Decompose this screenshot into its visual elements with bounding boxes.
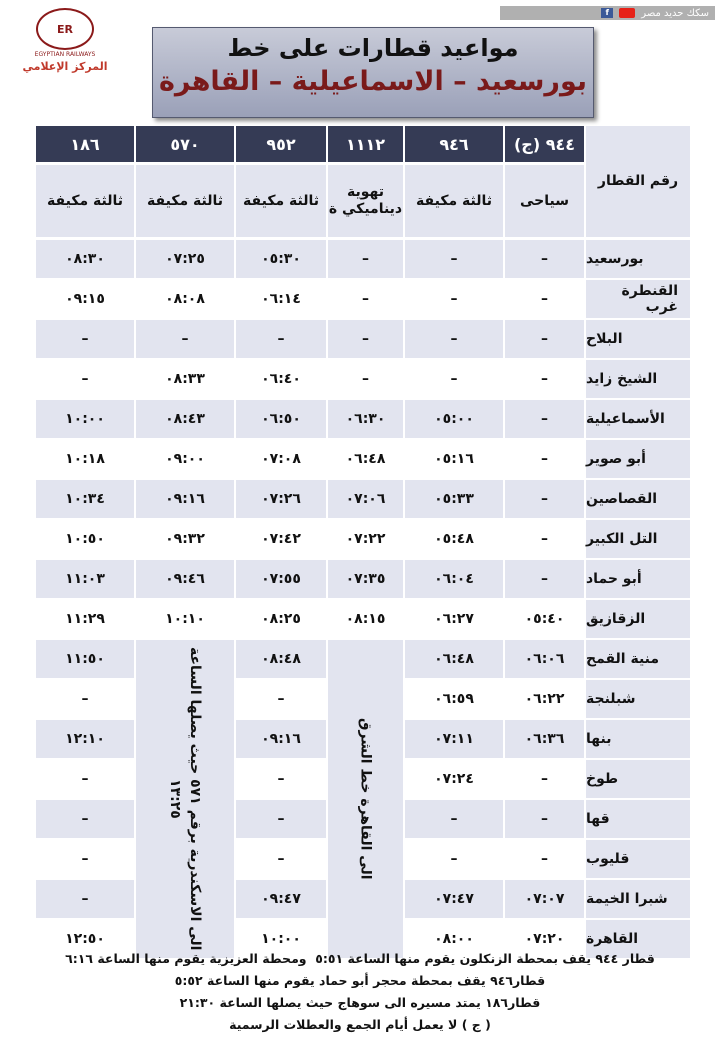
departure-time: – <box>405 320 503 358</box>
departure-time: – <box>405 840 503 878</box>
departure-time: – <box>505 360 584 398</box>
departure-time: – <box>505 760 584 798</box>
departure-time: – <box>505 320 584 358</box>
train-class: تهوية ديناميكي ة <box>328 165 403 237</box>
departure-time: ١٢:١٠ <box>36 720 134 758</box>
departure-time: ٠٥:٣٣ <box>405 480 503 518</box>
departure-time: ٠٩:٠٠ <box>136 440 234 478</box>
departure-time: ٠٨:١٥ <box>328 600 403 638</box>
departure-time: ٠٥:٠٠ <box>405 400 503 438</box>
departure-time: ٠٩:١٦ <box>136 480 234 518</box>
train-number: ٩٤٤ (ج) <box>505 126 584 162</box>
station-name: منية القمح <box>586 640 690 678</box>
departure-time: – <box>505 840 584 878</box>
departure-time: ٠٥:١٦ <box>405 440 503 478</box>
departure-time: ٠٩:١٦ <box>236 720 326 758</box>
departure-time: ٠٥:٤٨ <box>405 520 503 558</box>
departure-time: ٠٧:٢٤ <box>405 760 503 798</box>
merged-note-1112: الى القاهرة خط الشرق <box>357 717 374 880</box>
departure-time: ٠٦:٠٤ <box>405 560 503 598</box>
train-number: ٥٧٠ <box>136 126 234 162</box>
departure-time: – <box>505 520 584 558</box>
train-number: ٩٤٦ <box>405 126 503 162</box>
departure-time: ٠٦:٥٩ <box>405 680 503 718</box>
departure-time: ٠٨:٣٣ <box>136 360 234 398</box>
station-name: بنها <box>586 720 690 758</box>
departure-time: ٠٧:٤٢ <box>236 520 326 558</box>
station-name: بورسعيد <box>586 240 690 278</box>
train-class: ثالثة مكيفة <box>236 165 326 237</box>
departure-time: ٠٧:٢٥ <box>136 240 234 278</box>
departure-time: ٠٦:٢٧ <box>405 600 503 638</box>
departure-time: ٠٧:٠٧ <box>505 880 584 918</box>
departure-time: ٠٨:٤٨ <box>236 640 326 678</box>
departure-time: – <box>505 800 584 838</box>
departure-time: ١٠:٥٠ <box>36 520 134 558</box>
logo-arabic-text: المركز الإعلامي <box>22 60 108 73</box>
departure-time: – <box>236 320 326 358</box>
page-subtitle-route: بورسعيد – الاسماعيلية – القاهرة <box>158 66 588 97</box>
departure-time: – <box>328 320 403 358</box>
departure-time: ٠٧:٢٢ <box>328 520 403 558</box>
departure-time: ١٢:٥٠ <box>36 920 134 958</box>
facebook-icon[interactable]: f <box>601 8 613 18</box>
departure-time: – <box>36 840 134 878</box>
station-name: الأسماعيلية <box>586 400 690 438</box>
page-title: مواعيد قطارات على خط <box>227 34 519 62</box>
departure-time: – <box>36 760 134 798</box>
departure-time: ٠٧:٥٥ <box>236 560 326 598</box>
departure-time: – <box>405 360 503 398</box>
station-name: قها <box>586 800 690 838</box>
departure-time: ٠٧:١١ <box>405 720 503 758</box>
train-number: ٩٥٢ <box>236 126 326 162</box>
departure-time: ٠٩:٣٢ <box>136 520 234 558</box>
departure-time: ٠٩:٤٧ <box>236 880 326 918</box>
departure-time: ٠٥:٣٠ <box>236 240 326 278</box>
departure-time: – <box>236 760 326 798</box>
departure-time: ٠٩:٤٦ <box>136 560 234 598</box>
station-name: قليوب <box>586 840 690 878</box>
train-class: ثالثة مكيفة <box>36 165 134 237</box>
departure-time: ٠٦:٤٨ <box>405 640 503 678</box>
departure-time: – <box>505 480 584 518</box>
station-name: القنطرة غرب <box>586 280 690 318</box>
station-name: البلاح <box>586 320 690 358</box>
departure-time: ٠٦:٥٠ <box>236 400 326 438</box>
departure-time: ٠٨:٣٠ <box>36 240 134 278</box>
station-name: القصاصين <box>586 480 690 518</box>
departure-time: – <box>328 280 403 318</box>
departure-time: ١٠:١٠ <box>136 600 234 638</box>
departure-time: – <box>36 320 134 358</box>
train-class: ثالثة مكيفة <box>405 165 503 237</box>
departure-time: – <box>505 400 584 438</box>
departure-time: – <box>236 680 326 718</box>
departure-time: ١١:٠٣ <box>36 560 134 598</box>
departure-time: ١٠:٣٤ <box>36 480 134 518</box>
departure-time: ٠٧:٢٦ <box>236 480 326 518</box>
departure-time: – <box>505 280 584 318</box>
departure-time: – <box>36 680 134 718</box>
railways-logo-icon: ER <box>36 8 94 50</box>
departure-time: – <box>36 800 134 838</box>
train-number: ١٨٦ <box>36 126 134 162</box>
departure-time: ١٠:٠٠ <box>36 400 134 438</box>
station-name: القاهرة <box>586 920 690 958</box>
train-class: سياحى <box>505 165 584 237</box>
departure-time: ٠٨:٠٠ <box>405 920 503 958</box>
departure-time: ٠٦:٤٨ <box>328 440 403 478</box>
departure-time: ٠٦:٣٠ <box>328 400 403 438</box>
departure-time: ٠٧:٠٦ <box>328 480 403 518</box>
departure-time: ٠٦:٤٠ <box>236 360 326 398</box>
footer-note: قطار ٩٤٤ يقف بمحطة الزنكلون يقوم منها الساعة ٥:٥١ ‌ ومحطة العزيزية يقوم منها الساعة ٦:١٦ <box>65 951 655 966</box>
departure-time: ١١:٢٩ <box>36 600 134 638</box>
departure-time: ٠٧:٤٧ <box>405 880 503 918</box>
departure-time: – <box>505 240 584 278</box>
station-name: أبو حماد <box>586 560 690 598</box>
departure-time: ٠٧:٠٨ <box>236 440 326 478</box>
departure-time: – <box>236 800 326 838</box>
train-number-label: رقم القطار <box>586 126 690 237</box>
departure-time: ٠٨:٠٨ <box>136 280 234 318</box>
departure-time: – <box>405 280 503 318</box>
merged-note-570: الى الاسكندرية برقم ٥٧١ حيث يصلها الساعة ١٣:٢٥ <box>167 647 203 951</box>
departure-time: – <box>328 240 403 278</box>
departure-time: – <box>236 840 326 878</box>
footer-note: ( ج ) لا يعمل أيام الجمع والعطلات الرسمية <box>229 1017 491 1032</box>
departure-time: ٠٧:٢٠ <box>505 920 584 958</box>
station-name: طوخ <box>586 760 690 798</box>
logo-english-text: EGYPTIAN RAILWAYS <box>34 51 96 58</box>
departure-time: ٠٦:٣٦ <box>505 720 584 758</box>
station-name: الشيخ زايد <box>586 360 690 398</box>
merged-note-570-box <box>136 640 234 958</box>
footer-notes <box>30 948 690 1036</box>
departure-time: ١٠:٠٠ <box>236 920 326 958</box>
departure-time: ٠٥:٤٠ <box>505 600 584 638</box>
station-name: أبو صوير <box>586 440 690 478</box>
departure-time: – <box>136 320 234 358</box>
station-name: شبرا الخيمة <box>586 880 690 918</box>
departure-time: – <box>36 360 134 398</box>
departure-time: – <box>405 800 503 838</box>
departure-time: – <box>505 440 584 478</box>
station-name: شبلنجة <box>586 680 690 718</box>
departure-time: ٠٦:٠٦ <box>505 640 584 678</box>
footer-note: قطار٩٤٦ يقف بمحطة محجر أبو حماد يقوم منها الساعة ٥:٥٢ <box>174 973 546 988</box>
social-bar-text: سكك حديد مصر <box>641 7 709 19</box>
departure-time: – <box>405 240 503 278</box>
merged-note-1112-box <box>328 640 403 958</box>
train-class: ثالثة مكيفة <box>136 165 234 237</box>
departure-time: – <box>328 360 403 398</box>
departure-time: – <box>505 560 584 598</box>
departure-time: ٠٧:٣٥ <box>328 560 403 598</box>
departure-time: ١١:٥٠ <box>36 640 134 678</box>
station-name: التل الكبير <box>586 520 690 558</box>
departure-time: ١٠:١٨ <box>36 440 134 478</box>
departure-time: ٠٨:٤٣ <box>136 400 234 438</box>
departure-time: ٠٨:٢٥ <box>236 600 326 638</box>
departure-time: ٠٩:١٥ <box>36 280 134 318</box>
train-number: ١١١٢ <box>328 126 403 162</box>
departure-time: ٠٦:٢٢ <box>505 680 584 718</box>
departure-time: – <box>36 880 134 918</box>
footer-note: قطار١٨٦ يمتد مسيره الى سوهاج حيث يصلها الساعة ٢١:٣٠ <box>179 995 541 1010</box>
station-name: الزقازيق <box>586 600 690 638</box>
departure-time: ٠٦:١٤ <box>236 280 326 318</box>
